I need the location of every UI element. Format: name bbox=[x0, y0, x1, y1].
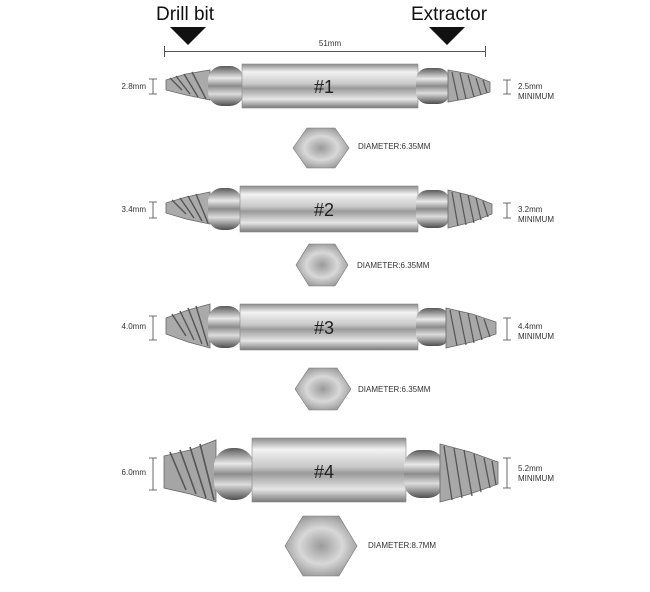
hex-2-diameter: DIAMETER:6.35MM bbox=[357, 261, 430, 270]
hex-3-diameter: DIAMETER:6.35MM bbox=[358, 385, 431, 394]
bit-2-extractor-note: MINIMUM bbox=[518, 215, 554, 224]
left-brackets bbox=[149, 79, 157, 490]
bit-4-extractor-size bbox=[518, 464, 554, 484]
hex-end-3 bbox=[295, 368, 351, 410]
bit-4-drill-size: 6.0mm bbox=[121, 468, 146, 477]
bit-1-number: #1 bbox=[313, 77, 335, 97]
extractor-label: Extractor bbox=[411, 4, 488, 25]
bit-1-extractor-size-value: 2.5mm bbox=[518, 82, 543, 91]
hex-4-diameter: DIAMETER:8.7MM bbox=[368, 541, 437, 550]
bit-2-extractor-size-value: 3.2mm bbox=[518, 205, 543, 214]
bit-2-number: #2 bbox=[313, 200, 335, 220]
bit-3-extractor-size bbox=[518, 322, 554, 342]
bit-1-extractor-size bbox=[518, 82, 554, 102]
hex-end-4 bbox=[285, 516, 357, 576]
bit-3-extractor-note: MINIMUM bbox=[518, 332, 554, 341]
bit-4-number: #4 bbox=[313, 462, 335, 482]
bit-4-extractor-size-value: 5.2mm bbox=[518, 464, 543, 473]
bit-3-extractor-size-value: 4.4mm bbox=[518, 322, 543, 331]
hex-1-diameter: DIAMETER:6.35MM bbox=[358, 142, 431, 151]
bit-3-drill-size: 4.0mm bbox=[121, 322, 146, 331]
bit-3-number: #3 bbox=[313, 318, 335, 338]
bit-2-extractor-size bbox=[518, 205, 554, 225]
hex-end-1 bbox=[293, 128, 349, 168]
hex-end-2 bbox=[296, 244, 348, 286]
bit-2-drill-size: 3.4mm bbox=[121, 205, 146, 214]
bit-1-drill-size: 2.8mm bbox=[121, 82, 146, 91]
drill-bit-label: Drill bit bbox=[156, 4, 215, 25]
bit-1-extractor-note: MINIMUM bbox=[518, 92, 554, 101]
length-label: 51mm bbox=[318, 39, 342, 48]
bit-4-extractor-note: MINIMUM bbox=[518, 474, 554, 483]
right-brackets bbox=[503, 80, 511, 488]
